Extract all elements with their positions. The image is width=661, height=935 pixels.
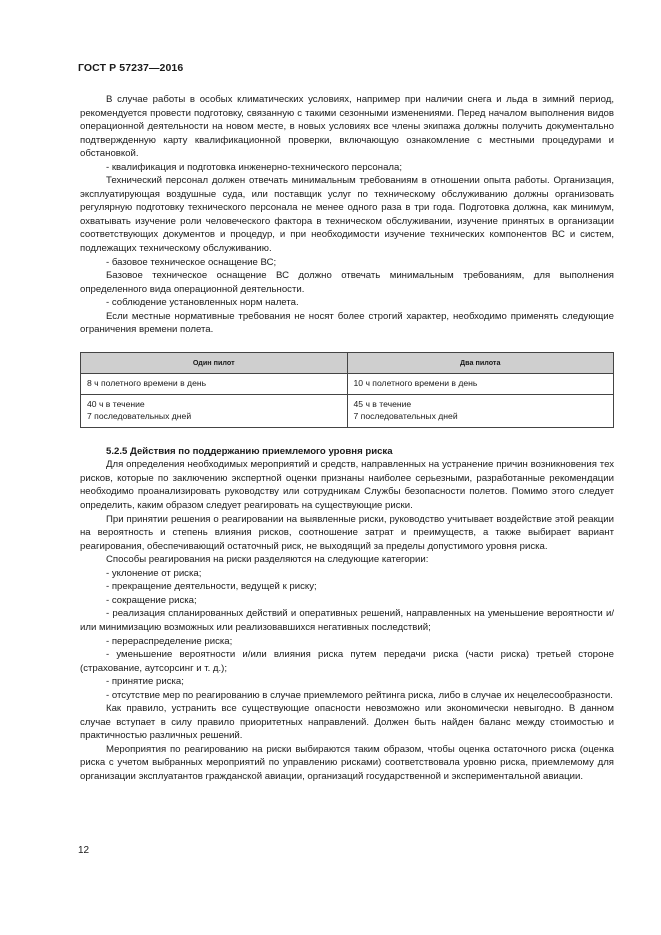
paragraph: Способы реагирования на риски разделяются на следующие категории: (106, 554, 429, 566)
table-row (81, 394, 614, 427)
section-title: 5.2.5 Действия по поддержанию приемлемого уровня риска (106, 445, 393, 457)
document-body (80, 93, 614, 784)
paragraph: Базовое техническое оснащение ВС должно отвечать минимальным требованиям, для выполнения определенного вида операционной деятельности. (80, 270, 614, 295)
table-cell: 10 ч полетного времени в день (347, 373, 614, 394)
paragraph: При принятии решения о реагировании на выявленные риски, руководство учитывает воздействие этой реакции на вероятность и степень влияния рисков, соотношение затрат и преимуществ, а также выбирает вариант реагирования, обеспечивающий остаточный риск, не выходящий за пределы допустимого уровня риска. (80, 513, 614, 552)
list-item: - отсутствие мер по реагированию в случае приемлемого рейтинга риска, либо в случае их нецелесообразности. (106, 689, 613, 701)
list-item: - уменьшение вероятности и/или влияния риска путем передачи риска (части риска) третьей стороне (страхование, аутсорсинг и т. д.); (80, 649, 614, 674)
list-item: - соблюдение установленных норм налета. (106, 297, 299, 309)
table-header-row (81, 352, 614, 373)
list-item: - уклонение от риска; (106, 567, 202, 579)
paragraph: Если местные нормативные требования не носят более строгий характер, необходимо применять следующие ограничения времени полета. (80, 310, 614, 336)
table-header-cell: Два пилота (347, 352, 614, 373)
page-number: 12 (78, 845, 90, 856)
list-item: - принятие риска; (106, 676, 184, 688)
list-item: - базовое техническое оснащение ВС; (106, 256, 277, 268)
table-header-cell: Один пилот (81, 352, 348, 373)
table-cell: 45 ч в течение 7 последовательных дней (347, 394, 614, 427)
list-item: - сокращение риска; (106, 594, 197, 606)
paragraph: Мероприятия по реагированию на риски выбираются таким образом, чтобы оценка остаточного риска (оценка риска с учетом выбранных мероприятий по управлению рисками) соответствовала уровню риска, приемлемому для организации эксплуатантов гражданской авиации, организаций государственной и экспериментальной авиации. (80, 743, 614, 782)
table-row (81, 373, 614, 394)
list-item: - перераспределение риска; (106, 635, 233, 647)
paragraph: Для определения необходимых мероприятий и средств, направленных на устранение причин возникновения тех рисков, которые по заключению экспертной оценки признаны наиболее серьезными, разработанные рекомендации необходимо проанализировать руководству или сотрудникам Службы безопасности полетов. Помимо этого следует определить, каким образом следует реагировать на существующие риски. (80, 459, 614, 512)
paragraph: В случае работы в особых климатических условиях, например при наличии снега и льда в зимний период, рекомендуется провести подготовку, связанную с такими сезонными изменениями. Перед началом выполнения видов операционной деятельности на новом месте, в новых условиях все члены экипажа должны получить документально подтвержденную карту квалификационной проверки, включающую ознакомление с местными процедурами и обстановкой. (80, 94, 614, 160)
table-cell: 40 ч в течение 7 последовательных дней (81, 394, 348, 427)
list-item: - прекращение деятельности, ведущей к риску; (106, 581, 317, 593)
paragraph: Как правило, устранить все существующие опасности невозможно или экономически невыгодно. В данном случае вступает в силу правило приоритетных направлений. Должен быть найден баланс между стоимостью и практичностью различных решений. (80, 703, 614, 742)
document-header: ГОСТ Р 57237—2016 (78, 62, 184, 74)
list-item: - реализация спланированных действий и оперативных решений, направленных на уменьшение вероятности и/или минимизацию возможных или реализовавшихся негативных последствий; (80, 608, 614, 633)
list-item: - квалификация и подготовка инженерно-технического персонала; (106, 161, 403, 173)
paragraph: Технический персонал должен отвечать минимальным требованиям в отношении опыта работы. Организация, эксплуатирующая воздушные суда, или поставщик услуг по техническому обслуживанию должны организовать регулярную подготовку технического персонала не менее одного раза в три года. Подготовка должна, как минимум, охватывать изучение роли человеческого фактора в техническом обслуживании, изучение принятых в организации соответствующих документов и процедур, и при необходимости изучение технических компонентов ВС и систем, подлежащих техническому обслуживанию. (80, 175, 614, 255)
flight-time-limits-table (80, 352, 614, 428)
table-cell: 8 ч полетного времени в день (81, 373, 348, 394)
